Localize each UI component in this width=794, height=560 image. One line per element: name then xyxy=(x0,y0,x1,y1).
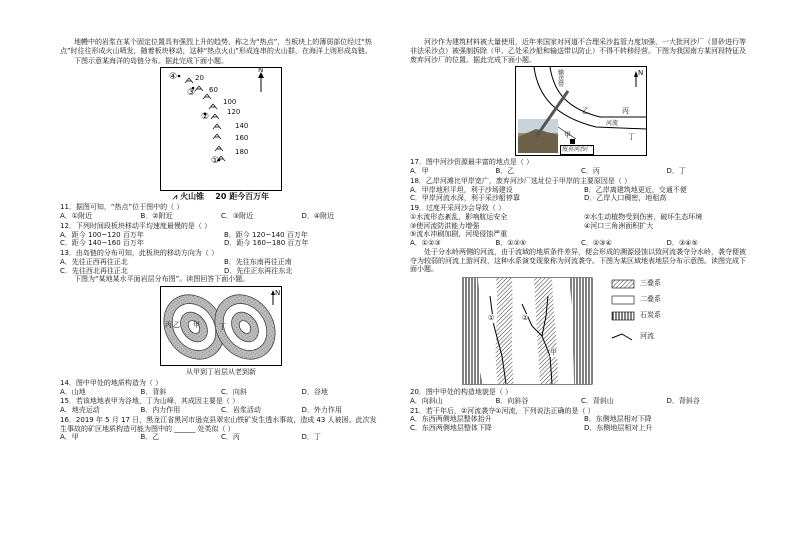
layer-label-bing: 丙 xyxy=(165,321,172,329)
question-21-options xyxy=(410,415,752,433)
legend-unit: 距今百万年 xyxy=(229,192,270,202)
age-label: 160 xyxy=(235,134,249,143)
statement-3: ③使河流防洪能力增强 xyxy=(410,221,480,230)
option-d[interactable]: D．④附近 xyxy=(301,212,335,220)
question-16: 16．2019 年 5 月 17 日，黑龙江省黑河市逊克县翠宏山铁矿发生透水事故，造成 43 人被困。此次发生事故的矿区地质构造可能为图中的 ______ 处类似（ ） xyxy=(60,415,377,433)
point-yi: 乙 xyxy=(582,107,589,116)
question-18: 18．乙岸河滩比甲岸宽广，废弃河沙厂选址位于甲岸的主要原因是（ ） xyxy=(410,176,632,185)
option-b[interactable]: B．距今 120~140 百万年 xyxy=(224,230,308,239)
question-17: 17．图中河沙资源最丰富的地点是（ ） xyxy=(410,158,534,167)
river-marker-1: ① xyxy=(488,314,495,322)
statement-2: ②水生动植物受到伤害，破坏生态环境 xyxy=(584,212,703,221)
option-c[interactable]: C．向斜 xyxy=(221,387,247,396)
question-13: 13．由岛链的分布可知，此板块的移动方向为（ ） xyxy=(60,249,219,257)
volcano-cone-icon xyxy=(185,78,193,83)
option-a[interactable]: A．距今 100~120 百万年 xyxy=(60,230,144,239)
volcano-cone-icon xyxy=(209,104,217,109)
marker-2: ② xyxy=(201,112,210,123)
left-column xyxy=(60,38,382,442)
option-b[interactable]: B．东侧地层相对下降 xyxy=(584,415,652,424)
option-c[interactable]: C．背斜山 xyxy=(581,396,614,405)
question-20: 20．图中甲处的构造地貌是（ ） xyxy=(410,388,513,396)
legend-cone-text: 火山锥 xyxy=(180,192,205,202)
cone-icon: ⩘ xyxy=(172,192,178,202)
point-jia: 甲 xyxy=(550,348,557,356)
option-c[interactable]: C．先往西北再往正北 xyxy=(60,266,128,275)
option-d[interactable]: D．东侧地层相对上升 xyxy=(584,424,653,432)
question-14-options xyxy=(60,388,382,397)
north-label: N xyxy=(275,289,281,297)
layer-label-ding: 丁 xyxy=(219,323,226,331)
option-b[interactable]: B．乙岸离建筑地更近，交通不便 xyxy=(584,185,687,194)
option-d[interactable]: D．先往正东再往东北 xyxy=(224,266,293,275)
option-b[interactable]: B．乙 xyxy=(140,433,160,442)
island-chain-legend xyxy=(60,192,382,202)
question-16-options xyxy=(60,433,382,442)
option-a[interactable]: A．先往正西再往正北 xyxy=(60,257,128,266)
marker-4: ④ xyxy=(169,72,178,83)
age-label: 20 xyxy=(195,74,204,83)
option-d[interactable]: D．③④⑤ xyxy=(666,239,698,247)
question-15: 15．若该地地表甲为谷地，丁为山峰，其成因主要是（ ） xyxy=(60,397,240,406)
question-15-options xyxy=(60,406,382,415)
question-19-statements xyxy=(410,213,752,239)
statement-5: ⑤流水冲刷加剧，河堤侵蚀严重 xyxy=(410,230,508,239)
legend-dot-value: 20 xyxy=(215,192,227,202)
option-c[interactable]: C．甲岸河流水深，利于采沙船停靠 xyxy=(410,194,520,203)
river-label: 河流 xyxy=(606,120,619,128)
statement-4: ④河口三角洲面积扩大 xyxy=(584,221,654,230)
option-c[interactable]: C．③附近 xyxy=(221,212,254,220)
option-c[interactable]: C．东西两侧地层整体下降 xyxy=(410,424,492,432)
question-19: 19．过度开采河沙会导致（ ） xyxy=(410,204,506,212)
option-c[interactable]: C．丙 xyxy=(581,167,600,175)
volcano-cone-icon xyxy=(211,114,219,119)
option-d[interactable]: D．丁 xyxy=(301,433,321,442)
option-b[interactable]: B．①②⑤ xyxy=(495,239,527,247)
question-19-options xyxy=(410,239,752,248)
marker-1: ① xyxy=(211,156,220,167)
rock-layer-caption: 从甲到丁岩层从老到新 xyxy=(186,368,256,376)
option-a[interactable]: A．①②③ xyxy=(410,239,441,247)
question-11-options xyxy=(60,212,382,221)
option-d[interactable]: D．丁 xyxy=(666,167,686,175)
option-a[interactable]: A．东西两侧地层整体抬升 xyxy=(410,415,492,424)
option-c[interactable]: C．②③④ xyxy=(581,239,612,247)
option-d[interactable]: D．背斜谷 xyxy=(666,396,700,405)
question-21: 21．若干年后，②河流袭夺①河流，下列说法正确的是（ ） xyxy=(410,406,595,415)
option-a[interactable]: A．地壳运动 xyxy=(60,406,100,414)
legend-permian: 二叠系 xyxy=(640,295,661,303)
intro-rock-layers: 下图为“某地某水平面岩层分布图”。读图回答下面小题。 xyxy=(74,275,250,284)
question-13-options xyxy=(60,258,382,276)
intro-river-sand: 河沙作为建筑材料被大量使用，近年来国家对河道不合理采沙监管力度加强，一大批河沙厂（冒砂进行等非法采沙点）被强制拆除（甲、乙处采沙船和输送带以防止）不得不转移经营。下图为我国南方某河段特征及废弃河沙厂的位置。据此完成下面小题。 xyxy=(410,38,746,64)
point-ding: 丁 xyxy=(628,133,635,142)
volcano-cone-icon xyxy=(213,134,221,139)
intro-hotspot: 地幔中的岩浆在某个固定位置具有强烈上升的趋势，称之为“热点”，当板块上的薄弱部位经过“热点”时往往形成火山喷发，随着板块移动，这种“热点火山”形成连串的火山群，在海洋上则形成岛链。 xyxy=(60,38,372,55)
age-dot xyxy=(178,75,181,78)
age-label: 60 xyxy=(209,86,218,95)
question-12-options xyxy=(60,231,382,249)
option-b[interactable]: B．向斜谷 xyxy=(495,396,529,405)
option-b[interactable]: B．②附近 xyxy=(140,212,173,220)
option-a[interactable]: A．甲 xyxy=(410,167,429,175)
legend-carboniferous: 石炭系 xyxy=(640,311,661,319)
river-sand-figure xyxy=(515,66,647,156)
intro-hotspot-instruction: 下图示意某海洋的岛链分布。据此完成下面小题。 xyxy=(74,56,228,65)
statement-1: ①水流形态紊乱，影响航运安全 xyxy=(410,212,508,221)
question-11: 11．据图可知，“热点”位于图中的（ ） xyxy=(60,203,184,212)
option-a[interactable]: A．甲 xyxy=(60,433,79,442)
intro-river-capture: 处于分水岭两侧的河流，由于流域的地质条件差异，便会形成的溯源侵蚀以致河流袭夺分水岭，袭夺便被夺为较弱的河流上游河段，这种水系演变现象称为河流袭夺。下图为某区域地表地层分布示意图。读图完成下面小题。 xyxy=(410,247,746,274)
legend-triassic: 三叠系 xyxy=(640,279,661,287)
legend-river: 河流 xyxy=(640,332,654,340)
option-b[interactable]: B．先往东南再往正南 xyxy=(224,257,292,266)
option-b[interactable]: B．内力作用 xyxy=(140,406,181,414)
layer-label-yi: 乙 xyxy=(173,321,180,329)
factory-label: 废弃河沙厂 xyxy=(562,146,593,154)
volcano-cone-icon xyxy=(203,94,211,99)
option-b[interactable]: B．背斜 xyxy=(140,387,167,396)
option-a[interactable]: A．山地 xyxy=(60,387,86,396)
option-a[interactable]: A．甲岸地形平坦，利于沙场建设 xyxy=(410,185,513,194)
marker-3: ③ xyxy=(187,88,196,99)
question-14: 14．图中甲处的地质构造为（ ） xyxy=(60,378,163,387)
point-jia: 甲 xyxy=(564,131,571,140)
volcano-cone-icon xyxy=(195,86,203,91)
river-marker-2: ② xyxy=(522,314,529,322)
option-a[interactable]: A．向斜山 xyxy=(410,396,443,405)
option-c[interactable]: C．岩浆活动 xyxy=(221,406,261,414)
option-d[interactable]: D．乙岸人口稠密，地租高 xyxy=(584,194,667,203)
option-c[interactable]: C．丙 xyxy=(221,433,240,442)
volcano-cone-icon xyxy=(215,146,223,151)
option-d[interactable]: D．谷地 xyxy=(301,387,328,396)
option-d[interactable]: D．外力作用 xyxy=(301,406,342,414)
age-label: 120 xyxy=(227,108,241,117)
layer-label-jia: 甲 xyxy=(193,321,200,329)
question-20-options xyxy=(410,397,752,406)
age-label: 180 xyxy=(235,148,249,157)
volcano-cone-icon xyxy=(213,124,221,129)
point-bing: 丙 xyxy=(622,107,629,116)
question-12: 12．下列时间段板块移动平均速度最慢的是（ ） xyxy=(60,221,212,230)
strata-figure xyxy=(462,276,682,386)
option-c[interactable]: C．距今 140~160 百万年 xyxy=(60,239,144,248)
island-chain-figure xyxy=(160,67,282,191)
north-label: N xyxy=(258,66,264,75)
question-17-options xyxy=(410,167,752,176)
strata-map xyxy=(462,276,682,386)
north-label: N xyxy=(638,69,644,78)
right-column xyxy=(410,38,752,433)
rock-layer-figure xyxy=(160,286,282,366)
option-b[interactable]: B．乙 xyxy=(495,167,515,175)
option-d[interactable]: D．距今 160~180 百万年 xyxy=(224,239,309,248)
conveyor-label: 输送带 xyxy=(556,69,564,88)
option-a[interactable]: A．①附近 xyxy=(60,212,93,220)
island-chain-map xyxy=(161,68,281,190)
age-label: 140 xyxy=(235,122,249,131)
question-18-options xyxy=(410,186,752,204)
age-label: 100 xyxy=(223,98,237,107)
